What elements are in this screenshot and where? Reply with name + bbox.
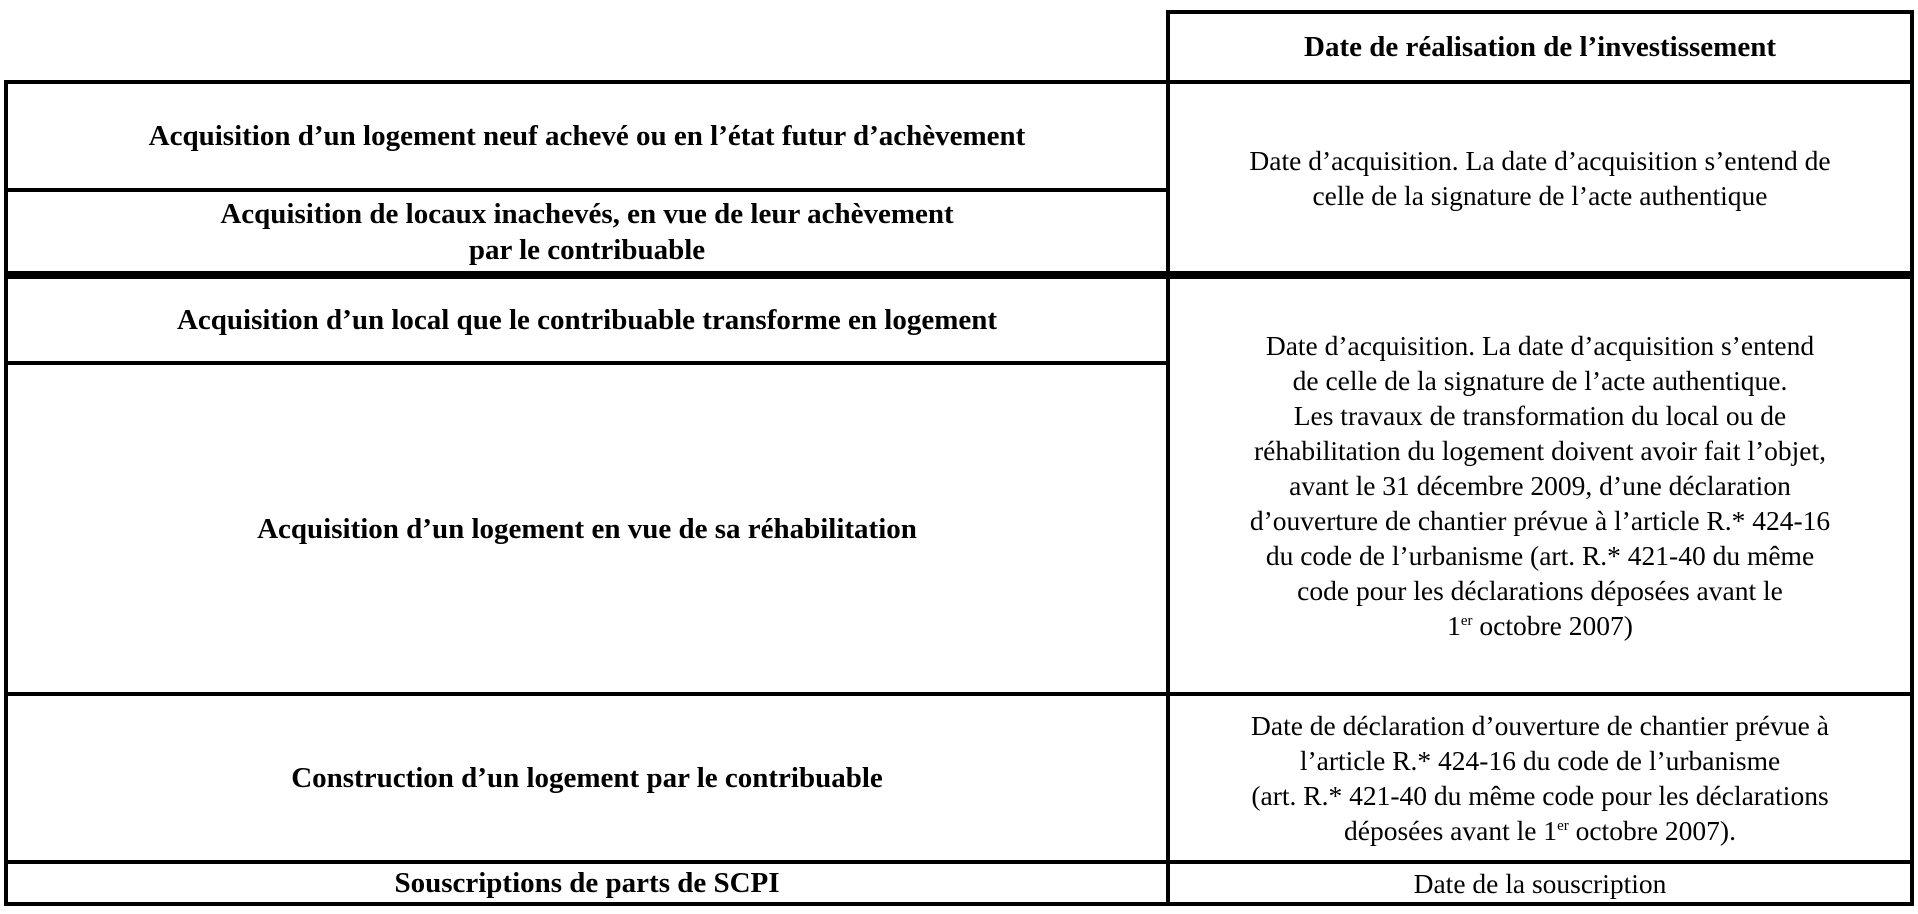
row-label: Souscriptions de parts de SCPI [394, 867, 780, 899]
row-acquisition-local-transforme [4, 275, 1170, 365]
cell-text-line: réhabilitation du logement doivent avoir fait l’objet, [1254, 435, 1826, 466]
row-label: Acquisition d’un logement en vue de sa réhabilitation [257, 512, 917, 545]
row-label: Acquisition d’un logement neuf achevé ou en l’état futur d’achèvement [148, 120, 1026, 152]
cell-text [1250, 328, 1830, 643]
row-scpi [4, 860, 1170, 906]
date-text: octobre 2007) [1472, 610, 1633, 641]
cell-text-line: l’article R.* 424-16 du code de l’urbanisme [1299, 745, 1781, 776]
cell-date-acquisition-group1 [1166, 80, 1914, 275]
cell-text-line: du code de l’urbanisme (art. R.* 421-40 du même [1265, 540, 1815, 571]
cell-date-acquisition-group2 [1166, 275, 1914, 696]
row-acquisition-inacheves [4, 188, 1170, 275]
cell-text-line: celle de la signature de l’acte authentique [1312, 179, 1768, 211]
column-header-label: Date de réalisation de l’investissement [1304, 30, 1776, 63]
cell-text-line: Date de déclaration d’ouverture de chantier prévue à [1251, 710, 1829, 741]
cell-text [1251, 708, 1829, 848]
row-label [220, 196, 953, 268]
ordinal-suffix: er [1460, 612, 1473, 629]
cell-text-line: code pour les déclarations déposées avant le [1297, 575, 1783, 606]
cell-text-line: (art. R.* 421-40 du même code pour les déclarations [1251, 780, 1829, 811]
row-construction [4, 692, 1170, 864]
cell-text-line: avant le 31 décembre 2009, d’une déclaration [1289, 470, 1791, 501]
cell-text-line: Date d’acquisition. La date d’acquisition s’entend de [1249, 144, 1831, 176]
ordinal-suffix: er [1557, 817, 1569, 834]
row-acquisition-neuf [4, 80, 1170, 192]
cell-date-declaration-chantier [1166, 692, 1914, 864]
column-header-date [1166, 10, 1914, 84]
row-label-line: Acquisition de locaux inachevés, en vue de leur achèvement [220, 197, 954, 230]
date-prefix: déposées avant le 1 [1344, 815, 1558, 846]
cell-text-line: Les travaux de transformation du local ou de [1293, 400, 1787, 431]
row-label: Acquisition d’un local que le contribuable transforme en logement [176, 304, 998, 336]
row-label: Construction d’un logement par le contribuable [291, 762, 883, 794]
cell-text-line: d’ouverture de chantier prévue à l’article R.* 424-16 [1249, 505, 1831, 536]
cell-date-souscription [1166, 860, 1914, 906]
cell-text-line-last [1250, 608, 1830, 643]
row-acquisition-rehabilitation [4, 361, 1170, 696]
cell-text-line: Date d’acquisition. La date d’acquisition s’entend [1265, 330, 1815, 361]
cell-text: Date de la souscription [1413, 867, 1667, 899]
ordinal-number: 1 [1447, 610, 1461, 641]
date-text: octobre 2007). [1568, 815, 1736, 846]
cell-text-line-last [1251, 813, 1829, 848]
row-label-line: par le contribuable [468, 233, 706, 266]
cell-text-line: de celle de la signature de l’acte authentique. [1292, 365, 1788, 396]
cell-text [1249, 143, 1830, 213]
